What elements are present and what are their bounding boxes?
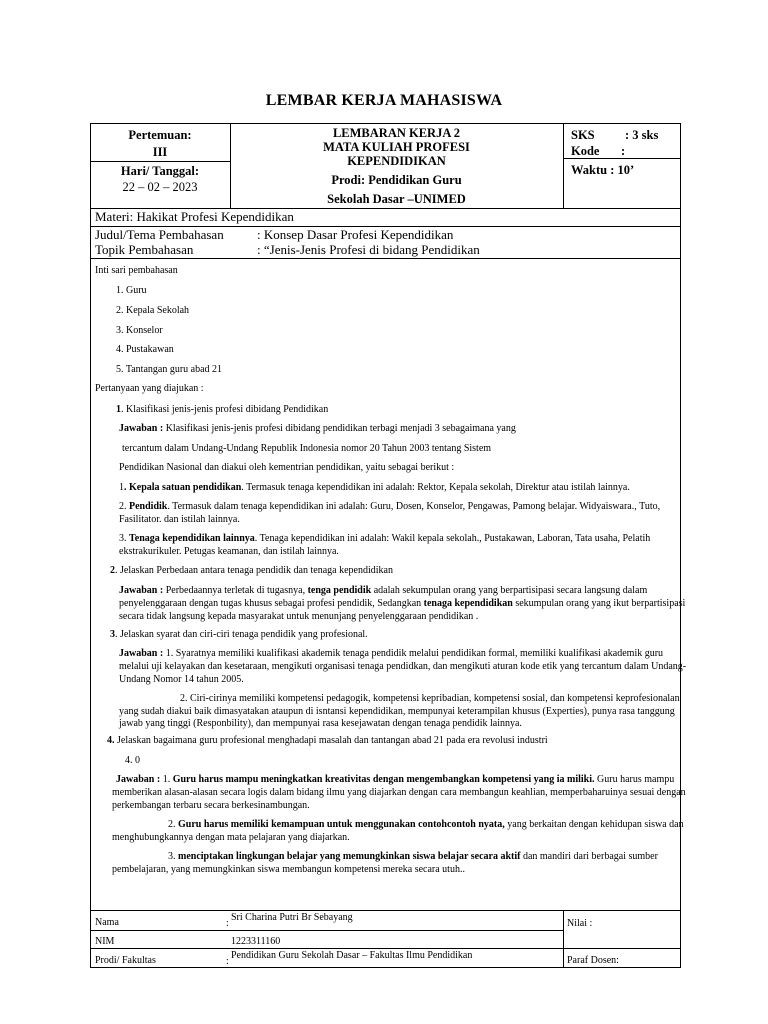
judul-label: Judul/Tema Pembahasan: [95, 227, 224, 242]
hari-label: Hari/ Tanggal:: [120, 164, 200, 178]
table-border-footer-row1: [90, 930, 563, 931]
answer-4-line: menghubungkannya dengan mata pelajaran yang diajarkan.: [112, 832, 350, 843]
table-border-pertemuan-bottom: [90, 161, 230, 162]
materi: Materi: Hakikat Profesi Kependidikan: [95, 209, 294, 224]
answer-1-line: Pendidikan Nasional dan diakui oleh kementrian pendidikan, yaitu sebagai berikut :: [119, 462, 455, 473]
answer-4-line: perkembangan terbaru secara berkesinambungan.: [112, 800, 310, 811]
sks-value: : 3 sks: [625, 128, 659, 142]
judul-value: : Konsep Dasar Profesi Kependidikan: [257, 227, 454, 242]
prodi-label: Prodi/ Fakultas: [95, 955, 156, 966]
paraf-label: Paraf Dosen:: [567, 955, 619, 966]
list-item: 1. Guru: [116, 285, 147, 296]
question-1: 1. Klasifikasi jenis-jenis profesi dibidang Pendidikan: [116, 404, 329, 415]
topik-label: Topik Pembahasan: [95, 242, 194, 257]
question-4: 4. Jelaskan bagaimana guru profesional menghadapi masalah dan tantangan abad 21 pada era revolusi industri: [107, 735, 548, 746]
prodi-value: Pendidikan Guru Sekolah Dasar – Fakultas Ilmu Pendidikan: [231, 950, 473, 961]
list-item: 5. Tantangan guru abad 21: [116, 364, 223, 375]
lk-course: MATA KULIAH PROFESI: [323, 140, 470, 154]
answer-1-point-2-cont: Fasilitator. dan istilah lainnya.: [119, 514, 240, 525]
nama-value: Sri Charina Putri Br Sebayang: [231, 912, 353, 923]
pertanyaan-heading: Pertanyaan yang diajukan :: [95, 383, 204, 394]
pertemuan-value: III: [152, 145, 168, 159]
lk-course-2: KEPENDIDIKAN: [347, 154, 446, 168]
table-border-bottom: [90, 967, 681, 968]
page-title: LEMBAR KERJA MAHASISWA: [265, 92, 503, 109]
list-item: 2. Kepala Sekolah: [116, 305, 190, 316]
answer-1-point-1: 1. Kepala satuan pendidikan. Termasuk tenaga kependidikan ini adalah: Rektor, Kepala sekolah, Direktur atau istilah lainnya.: [119, 482, 630, 493]
list-item: 3. Konselor: [116, 325, 163, 336]
kode-value: :: [621, 144, 626, 158]
table-border-left: [90, 123, 91, 968]
prodi-separator: :: [226, 956, 229, 967]
table-border-col2: [563, 123, 564, 209]
nama-separator: :: [226, 918, 229, 929]
answer-3-line: melalui uji kelayakan dan kesetaraan, mengikuti organisasi tenaga pendidkan, dan mengikuti aturan kode etik yang tercantum dalam Undang-: [119, 661, 687, 672]
question-2: 2. Jelaskan Perbedaan antara tenaga pendidik dan tenaga kependidikan: [110, 565, 393, 576]
table-border-nilai-bottom: [563, 948, 681, 949]
lk-title: LEMBARAN KERJA 2: [332, 126, 461, 140]
table-border-footer-col: [563, 910, 564, 968]
answer-1-point-3-cont: ekstrakurikuler. Petugas keamanan, dan istilah lainnya.: [119, 546, 339, 557]
answer-4-line: Jawaban : 1. Guru harus mampu meningkatkan kreativitas dengan mengembangkan kompetensi yang ia miliki. Guru harus mampu: [116, 774, 675, 785]
question-3: 3. Jelaskan syarat dan ciri-ciri tenaga pendidik yang profesional.: [110, 629, 368, 640]
list-item: 4. Pustakawan: [116, 344, 174, 355]
waktu: Waktu : 10’: [571, 163, 635, 177]
topik-value: : “Jenis-Jenis Profesi di bidang Pendidikan: [257, 242, 480, 257]
table-border-top: [90, 123, 681, 124]
answer-2-line: Jawaban : Perbedaannya terletak di tugasnya, tenga pendidik adalah sekumpulan orang yang berpartisipasi secara langsung dalam: [119, 585, 648, 596]
table-border-right: [680, 123, 681, 968]
table-border-content-bottom: [90, 910, 681, 911]
answer-2-line: secara tidak langsung kepada masyarakat untuk menunjang penyelenggaraan pendidikan .: [119, 611, 479, 622]
answer-4-line: pembelajaran, yang memungkinkan siswa membangun kompetensi mereka secara utuh..: [112, 864, 465, 875]
answer-3-line: Undang Nomor 14 tahun 2005.: [119, 674, 244, 685]
table-border-sks-bottom: [563, 158, 681, 159]
answer-3-line: 2. Ciri-cirinya memiliki kompetensi pedagogik, kompetensi kepribadian, kompetensi sosial, dan kompetensi keprofesionalan: [180, 693, 680, 704]
question-4-sub: 4. 0: [125, 755, 140, 766]
nilai-label: Nilai :: [567, 918, 593, 929]
answer-2-line: penyelenggaraan dengan tugas khusus sebagai profesi pendidik, Sedangkan tenaga kependidikan sekumpulan orang yang ikut berpartisipasi: [119, 598, 686, 609]
inti-sari-heading: Inti sari pembahasan: [95, 265, 178, 276]
pertemuan-label: Pertemuan:: [128, 128, 192, 142]
kode-label: Kode: [571, 144, 600, 158]
lk-sekolah: Sekolah Dasar –UNIMED: [327, 192, 466, 206]
nama-label: Nama: [95, 917, 119, 928]
answer-4-line: memberikan alasan-alasan secara logis dalam bidang ilmu yang diajarkan dengan cara membangun keahlian, memperbaharuinya sesuai dengan: [112, 787, 686, 798]
answer-3-line: jawab yang tinggi (Responbility), dan mempunyai rasa kesejawatan dengan tenaga pendidik lainnya.: [119, 718, 522, 729]
answer-3-line: Jawaban : 1. Syaratnya memiliki kualifikasi akademik tenaga pendidik melalui pendidikan formal, memiliki kualifikasi akademik guru: [119, 648, 664, 659]
answer-3-line: yang sudah diakui baik dimasyatakan ataupun di isntansi kependidikan, mempunyai keterampilan khusus (Experties), punya rasa tanggung: [119, 706, 675, 717]
nim-value: 1223311160: [231, 936, 281, 947]
lk-prodi: Prodi: Pendidikan Guru: [331, 173, 462, 187]
answer-1-line: Jawaban : Klasifikasi jenis-jenis profesi dibidang pendidikan terbagi menjadi 3 sebagaimana yang: [119, 423, 516, 434]
hari-value: 22 – 02 – 2023: [122, 180, 198, 194]
answer-1-point-2: 2. Pendidik. Termasuk dalam tenaga kependidikan ini adalah: Guru, Dosen, Konselor, Pengawas, Pamong belajar. Widyaiswara., Tuto,: [119, 501, 661, 512]
answer-4-line: 3. menciptakan lingkungan belajar yang memungkinkan siswa belajar secara aktif dan mandiri dari berbagai sumber: [168, 851, 658, 862]
answer-1-line: tercantum dalam Undang-Undang Republik Indonesia nomor 20 Tahun 2003 tentang Sistem: [122, 443, 492, 454]
nim-label: NIM: [95, 936, 115, 947]
answer-4-line: 2. Guru harus memiliki kemampuan untuk menggunakan contohcontoh nyata, yang berkaitan dengan kehidupan siswa dan: [168, 819, 684, 830]
answer-1-point-3: 3. Tenaga kependidikan lainnya. Tenaga kependidikan ini adalah: Wakil kepala sekolah., Pustakawan, Laboran, Tata usaha, Pelatih: [119, 533, 651, 544]
sks-label: SKS: [571, 128, 595, 142]
table-border-topic-bottom: [90, 258, 681, 259]
